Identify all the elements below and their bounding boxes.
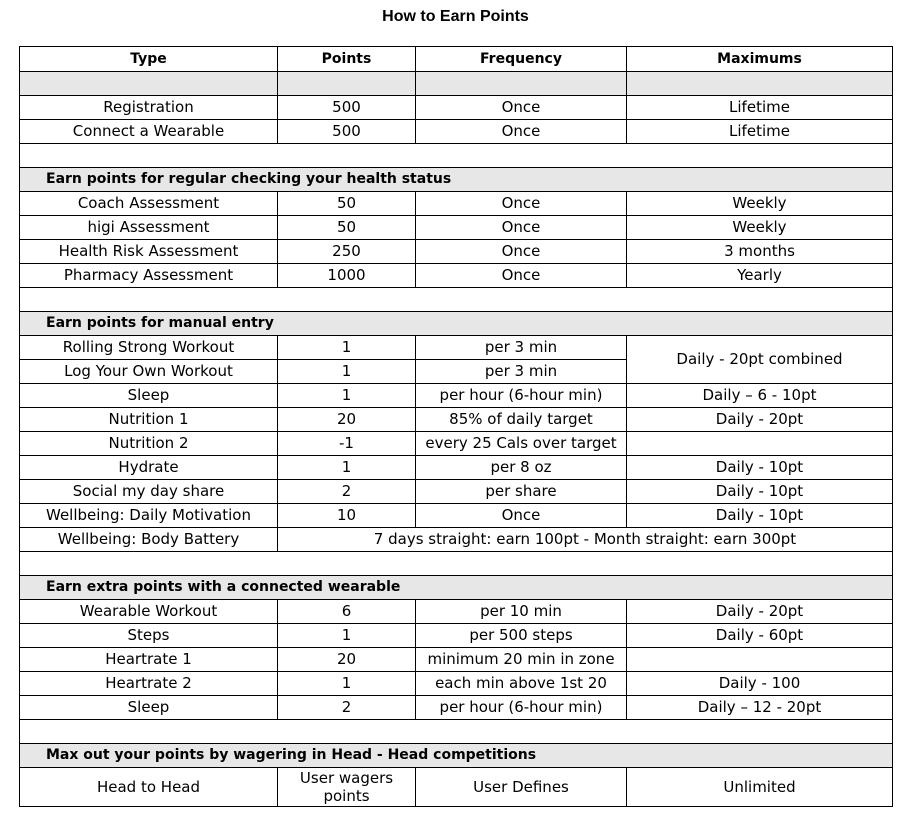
max-cell: Lifetime (627, 120, 893, 144)
header-row (20, 47, 893, 72)
max-cell: Daily - 10pt (627, 456, 893, 480)
type-cell: Head to Head (20, 768, 278, 807)
column-header-maximums: Maximums (627, 47, 893, 72)
max-cell: Unlimited (627, 768, 893, 807)
points-cell: 1 (278, 360, 416, 384)
type-cell: Registration (20, 96, 278, 120)
blank-row (20, 720, 893, 744)
type-cell: Wearable Workout (20, 600, 278, 624)
max-cell (627, 648, 893, 672)
type-cell: Connect a Wearable (20, 120, 278, 144)
type-cell: Hydrate (20, 456, 278, 480)
points-cell: 1 (278, 672, 416, 696)
spacer-row (20, 72, 893, 96)
blank-row (20, 552, 893, 576)
max-cell: Daily - 20pt (627, 600, 893, 624)
body-battery-note: 7 days straight: earn 100pt - Month straight: earn 300pt (278, 528, 893, 552)
max-cell: Daily - 10pt (627, 504, 893, 528)
type-cell: Social my day share (20, 480, 278, 504)
frequency-cell: every 25 Cals over target (416, 432, 627, 456)
type-cell: Sleep (20, 696, 278, 720)
section-heading-row (20, 312, 893, 336)
frequency-cell: per hour (6-hour min) (416, 696, 627, 720)
points-cell: 1 (278, 624, 416, 648)
table-row (20, 480, 893, 504)
frequency-cell: 85% of daily target (416, 408, 627, 432)
frequency-cell: per 500 steps (416, 624, 627, 648)
max-cell: Weekly (627, 216, 893, 240)
frequency-cell: Once (416, 216, 627, 240)
column-header-type: Type (20, 47, 278, 72)
table-row (20, 624, 893, 648)
type-cell: Wellbeing: Daily Motivation (20, 504, 278, 528)
max-cell: Daily - 10pt (627, 480, 893, 504)
frequency-cell: per hour (6-hour min) (416, 384, 627, 408)
points-cell: 1000 (278, 264, 416, 288)
points-cell: 50 (278, 192, 416, 216)
frequency-cell: Once (416, 120, 627, 144)
frequency-cell: minimum 20 min in zone (416, 648, 627, 672)
max-cell: Daily - 20pt (627, 408, 893, 432)
points-cell: 1 (278, 456, 416, 480)
points-cell: 500 (278, 96, 416, 120)
section-heading-row (20, 168, 893, 192)
section-heading-manual: Earn points for manual entry (20, 312, 893, 336)
frequency-cell: per 10 min (416, 600, 627, 624)
frequency-cell: User Defines (416, 768, 627, 807)
blank-row (20, 144, 893, 168)
page-title: How to Earn Points (382, 8, 529, 25)
table-row (20, 768, 893, 807)
frequency-cell: Once (416, 264, 627, 288)
max-cell: Weekly (627, 192, 893, 216)
max-cell: Daily – 6 - 10pt (627, 384, 893, 408)
table-row (20, 672, 893, 696)
type-cell: Sleep (20, 384, 278, 408)
frequency-cell: each min above 1st 20 (416, 672, 627, 696)
table-row (20, 264, 893, 288)
frequency-cell: per 3 min (416, 360, 627, 384)
points-cell: 2 (278, 480, 416, 504)
frequency-cell: per share (416, 480, 627, 504)
points-cell: -1 (278, 432, 416, 456)
table-row (20, 192, 893, 216)
type-cell: Heartrate 1 (20, 648, 278, 672)
max-cell: Daily – 12 - 20pt (627, 696, 893, 720)
type-cell: higi Assessment (20, 216, 278, 240)
section-heading-wearable: Earn extra points with a connected wearable (20, 576, 893, 600)
column-header-points: Points (278, 47, 416, 72)
combined-max-cell: Daily - 20pt combined (627, 336, 893, 384)
table-row (20, 240, 893, 264)
points-cell: 10 (278, 504, 416, 528)
type-cell: Heartrate 2 (20, 672, 278, 696)
points-cell: 20 (278, 408, 416, 432)
points-cell: 2 (278, 696, 416, 720)
type-cell: Rolling Strong Workout (20, 336, 278, 360)
table-row (20, 432, 893, 456)
max-cell: Daily - 60pt (627, 624, 893, 648)
type-cell: Wellbeing: Body Battery (20, 528, 278, 552)
points-cell: 20 (278, 648, 416, 672)
table-row (20, 384, 893, 408)
section-heading-row (20, 744, 893, 768)
frequency-cell: per 3 min (416, 336, 627, 360)
table-row (20, 696, 893, 720)
points-cell: 1 (278, 384, 416, 408)
frequency-cell: Once (416, 504, 627, 528)
section-heading-health: Earn points for regular checking your health status (20, 168, 893, 192)
points-cell: 6 (278, 600, 416, 624)
table-row (20, 96, 893, 120)
type-cell: Coach Assessment (20, 192, 278, 216)
max-cell (627, 432, 893, 456)
table-row (20, 648, 893, 672)
max-cell: 3 months (627, 240, 893, 264)
frequency-cell: Once (416, 96, 627, 120)
frequency-cell: Once (416, 192, 627, 216)
table-row (20, 600, 893, 624)
table-row (20, 216, 893, 240)
blank-row (20, 288, 893, 312)
column-header-frequency: Frequency (416, 47, 627, 72)
table-row (20, 456, 893, 480)
type-cell: Steps (20, 624, 278, 648)
type-cell: Pharmacy Assessment (20, 264, 278, 288)
max-cell: Lifetime (627, 96, 893, 120)
table-row (20, 408, 893, 432)
type-cell: Nutrition 1 (20, 408, 278, 432)
points-cell: 1 (278, 336, 416, 360)
table-row (20, 528, 893, 552)
table-row (20, 504, 893, 528)
section-heading-row (20, 576, 893, 600)
type-cell: Log Your Own Workout (20, 360, 278, 384)
frequency-cell: Once (416, 240, 627, 264)
table-row (20, 120, 893, 144)
max-cell: Daily - 100 (627, 672, 893, 696)
points-cell: 50 (278, 216, 416, 240)
frequency-cell: per 8 oz (416, 456, 627, 480)
type-cell: Health Risk Assessment (20, 240, 278, 264)
table-row (20, 336, 893, 360)
points-cell: User wagers points (278, 768, 416, 807)
points-cell: 500 (278, 120, 416, 144)
points-table (19, 46, 893, 807)
section-heading-head-to-head: Max out your points by wagering in Head - Head competitions (20, 744, 893, 768)
points-cell: 250 (278, 240, 416, 264)
max-cell: Yearly (627, 264, 893, 288)
type-cell: Nutrition 2 (20, 432, 278, 456)
